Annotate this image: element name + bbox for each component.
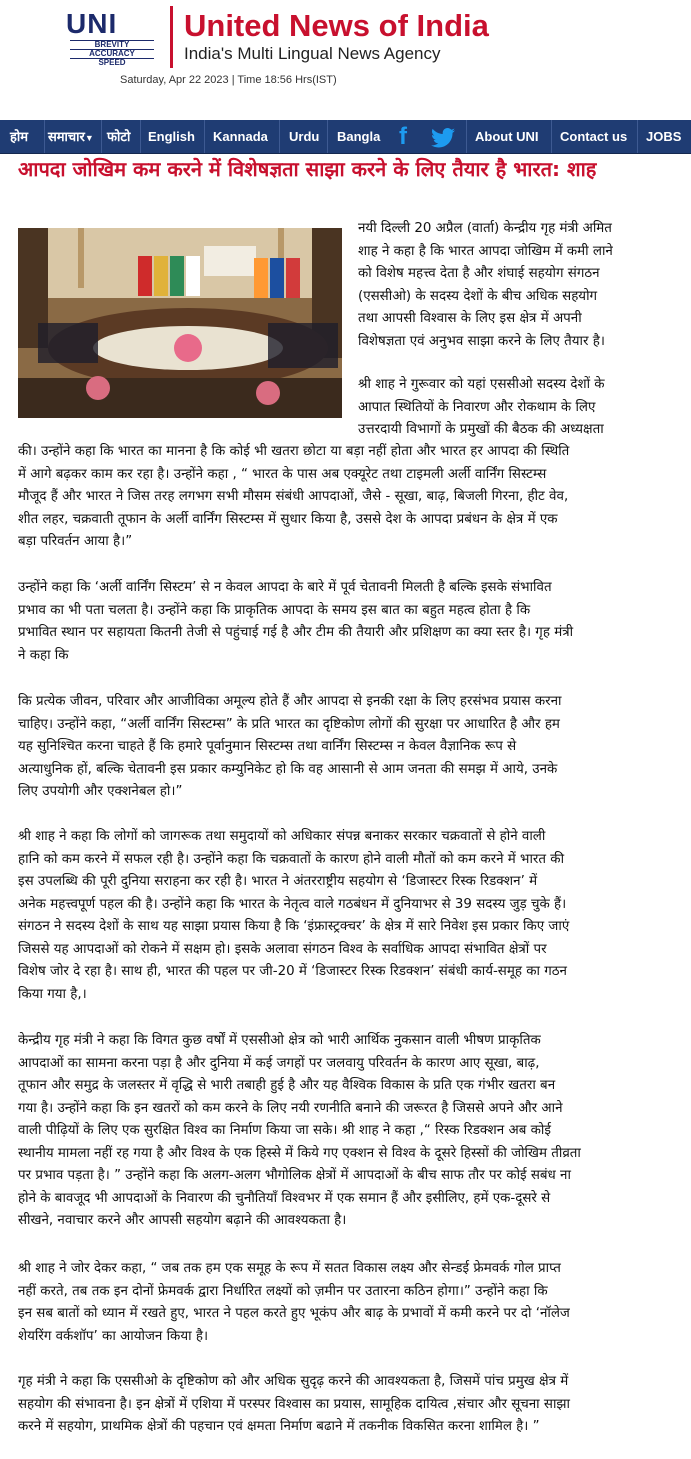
text-line: तथा आपसी विश्वास के लिए इस क्षेत्र में अपनी xyxy=(358,311,582,326)
paragraph-4 xyxy=(18,691,680,804)
nav-divider xyxy=(279,120,280,153)
site-name: United News of India xyxy=(184,8,489,43)
nav-about-uni[interactable]: About UNI xyxy=(475,129,539,144)
nav-divider xyxy=(204,120,205,153)
paragraph-6 xyxy=(18,1030,680,1233)
nav-photo[interactable]: फोटो xyxy=(107,129,131,144)
nav-bangla[interactable]: Bangla xyxy=(337,129,381,144)
text-line: शेयरिंग वर्कशॉप’ का आयोजन किया है। xyxy=(18,1328,209,1344)
text-line: प्रभाव का भी पता चलता है। उन्होंने कहा कि प्राकृतिक आपदा के समय इस बात का बहुत महत्व होता है कि xyxy=(18,602,531,618)
chevron-down-icon: ▼ xyxy=(84,133,94,143)
text-line: सहयोग की संभावना है। इन क्षेत्रों में एशिया में परस्पर विश्वास का प्रयास, सामूहिक दायित्व ,संचार और सूचना साझा xyxy=(18,1396,571,1412)
tagline-speed: SPEED xyxy=(70,58,154,67)
paragraph-intro xyxy=(358,218,676,353)
article-headline: आपदा जोखिम कम करने में विशेषज्ञता साझा करने के लिए तैयार है भारत: शाह xyxy=(18,157,597,181)
nav-contact-us[interactable]: Contact us xyxy=(560,129,628,144)
text-line: हानि को कम करने में सफल रही है। उन्होंने कहा कि चक्रवातों के कारण होने वाली मौतों को कम करने में भारत की xyxy=(18,851,565,867)
text-line: मौजूद हैं और भारत ने जिस तरह लगभग सभी मौसम संबंधी आपदाओं, जैसे - सूखा, बाढ़, बिजली गिरना, हीट वेव, xyxy=(18,489,569,504)
text-line: वाली पीढ़ियों के लिए एक सुरक्षित विश्व का निर्माण किया जा सके। श्री शाह ने कहा ,“ रिस्क रिडक्शन अब कोई xyxy=(18,1123,551,1138)
facebook-icon[interactable]: f xyxy=(399,123,407,150)
tagline-accuracy: ACCURACY xyxy=(70,49,154,58)
text-line: केन्द्रीय गृह मंत्री ने कहा कि विगत कुछ वर्षों में एससीओ क्षेत्र को भारी आर्थिक नुकसान वाली भीषण प्राकृतिक xyxy=(18,1033,541,1048)
text-line: आपदाओं का सामना करना पड़ा है और दुनिया में कई जगहों पर जलवायु परिवर्तन के कारण आए सूखा, बाढ़, xyxy=(18,1055,540,1071)
text-line: तूफान और समुद्र के जलस्तर में वृद्धि से भारी तबाही हुई है और यह वैश्विक विकास के प्रति एक गंभीर खतरा बन xyxy=(18,1078,556,1093)
paragraph-3 xyxy=(18,577,680,667)
text-line: होने के बावजूद भी आपदाओं के निवारण की चुनौतियाँ विश्वभर में एक समान हैं और इसीलिए, हमें एक-दूसरे से xyxy=(18,1190,551,1206)
tagline-brevity: BREVITY xyxy=(70,40,154,49)
text-line: नयी दिल्ली 20 अप्रैल (वार्ता) केन्द्रीय गृह मंत्री अमित xyxy=(358,221,612,236)
text-line: जिससे यह आपदाओं को रोकने में सक्षम हो। इसके अलावा संगठन विश्व के सर्वाधिक आपदा संभावित क्षेत्रों पर xyxy=(18,941,547,957)
uni-abbr: UNI xyxy=(66,8,118,39)
nav-divider xyxy=(140,120,141,153)
nav-divider xyxy=(327,120,328,153)
dateline: Saturday, Apr 22 2023 | Time 18:56 Hrs(IST) xyxy=(120,74,337,86)
paragraph-2-wrapped xyxy=(358,374,676,442)
text-line: करने में सहयोग, प्राथमिक क्षेत्रों की पहचान एवं क्षमता निर्माण बढाने में तकनीक विकसित करना शामिल है। ” xyxy=(18,1419,540,1434)
text-line: ने कहा कि xyxy=(18,647,69,663)
paragraph-2-full xyxy=(18,441,680,554)
text-line: श्री शाह ने गुरूवार को यहां एससीओ सदस्य देशों के xyxy=(358,377,605,392)
text-line: सीखने, नवाचार करने और आपसी सहयोग बढ़ाने की आवश्यकता है। xyxy=(18,1213,347,1228)
paragraph-5 xyxy=(18,826,680,1006)
text-line: इन सब बातों को ध्यान में रखते हुए, भारत ने पहल करते हुए भूकंप और बाढ़ के प्रभावों में कमी करने पर दो ‘नॉलेज xyxy=(18,1306,570,1321)
text-line: किया गया है,। xyxy=(18,986,87,1002)
text-line: श्री शाह ने कहा कि लोगों को जागरूक तथा समुदायों को अधिकार संपन्न बनाकर सरकार चक्रवातों से होने वाली xyxy=(18,829,546,844)
nav-divider xyxy=(466,120,467,153)
nav-news[interactable] xyxy=(48,120,94,153)
paragraph-7 xyxy=(18,1258,680,1348)
twitter-icon[interactable] xyxy=(429,128,457,148)
text-line: विशेष जोर दे रहा है। साथ ही, भारत की पहल पर जी-20 में ‘डिजास्टर रिस्क रिडक्शन’ संबंधी कार्य-समूह का गठन xyxy=(18,964,567,979)
text-line: स्थानीय मामला नहीं रह गया है और विश्व के एक हिस्से में किये गए एक्शन से विश्व के दूसरे हिस्सों की जोखिम तीव्रता xyxy=(18,1145,581,1161)
nav-kannada[interactable]: Kannada xyxy=(213,129,268,144)
text-line: संगठन ने सदस्य देशों के साथ यह साझा प्रयास किया है कि ‘इंफ्रास्ट्रक्चर’ के क्षेत्र में सारे निवेश इस प्रकार किए जाएं xyxy=(18,919,570,934)
conference-photo-illustration xyxy=(18,228,342,418)
text-line: (एससीओ) के सदस्य देशों के बीच अधिक सहयोग xyxy=(358,288,598,304)
text-line: आपात स्थितियों के निवारण और रोकथाम के लिए xyxy=(358,399,596,415)
text-line: बड़ा परिवर्तन आया है।” xyxy=(18,534,133,549)
nav-home[interactable]: होम xyxy=(10,129,29,144)
text-line: की। उन्होंने कहा कि भारत का मानना है कि कोई भी खतरा छोटा या बड़ा नहीं होता और भारत हर आपदा की स्थिति xyxy=(18,444,570,459)
site-subtitle: India's Multi Lingual News Agency xyxy=(184,44,441,63)
nav-urdu[interactable]: Urdu xyxy=(289,129,320,144)
article-photo xyxy=(18,228,342,418)
uni-logo-mark xyxy=(60,6,173,68)
site-logo[interactable] xyxy=(60,6,504,68)
site-header xyxy=(0,0,691,120)
text-line: उत्तरदायी विभागों के प्रमुखों की बैठक की अध्यक्षता xyxy=(358,422,604,437)
nav-divider xyxy=(101,120,102,153)
nav-divider xyxy=(637,120,638,153)
text-line: शाह ने कहा है कि भारत आपदा जोखिम में कमी लाने xyxy=(358,243,613,259)
text-line: गया है। उन्होंने कहा कि इन खतरों को कम करने के लिए नयी रणनीति बनाने की जरूरत है जिससे अपने और आने xyxy=(18,1100,563,1116)
text-line: में आगे बढ़कर काम कर रहा है। उन्होंने कहा , “ भारत के पास अब एक्यूरेट तथा टाइमली अर्ली वार्निंग सिस्टम्स xyxy=(18,466,547,482)
text-line: इस उपलब्धि की पूरी दुनिया सराहना कर रही है। भारत ने अंतरराष्ट्रीय सहयोग से ‘डिजास्टर रिस्क रिडक्शन’ में xyxy=(18,874,538,889)
nav-english[interactable]: English xyxy=(148,129,195,144)
nav-divider xyxy=(44,120,45,153)
text-line: को विशेष महत्त्व देता है और शंघाई सहयोग संगठन xyxy=(358,266,600,281)
text-line: चाहिए। उन्होंने कहा, “अर्ली वार्निंग सिस्टम्स” के प्रति भारत का दृष्टिकोण लोगों की सुरक्षा पर आधारित है और हम xyxy=(18,716,560,732)
paragraph-8 xyxy=(18,1371,680,1439)
nav-news-label: समाचार xyxy=(48,129,85,144)
text-line: उन्होंने कहा कि ‘अर्ली वार्निंग सिस्टम’ से न केवल आपदा के बारे में पूर्व चेतावनी मिलती है बल्कि इसके संभावित xyxy=(18,580,552,595)
main-nav xyxy=(0,120,691,154)
text-line: विशेषज्ञता एवं अनुभव साझा करने के लिए तैयार है। xyxy=(358,333,605,349)
nav-jobs[interactable]: JOBS xyxy=(646,129,682,144)
text-line: प्रभावित स्थान पर सहायता कितनी तेजी से पहुंचाई गई है और टीम की तैयारी और प्रशिक्षण का क्या स्तर है। गृह मंत्री xyxy=(18,625,574,640)
text-line: यह सुनिश्चित करना चाहते हैं कि हमारे पूर्वानुमान सिस्टम्स तथा वार्निंग सिस्टम्स न केवल वैज्ञानिक रूप से xyxy=(18,739,517,754)
text-line: शीत लहर, चक्रवाती तूफान के अर्ली वार्निंग सिस्टम्स में सुधार किया है, उससे देश के आपदा प्रबंधन के क्षेत्र में एक xyxy=(18,511,558,527)
text-line: श्री शाह ने जोर देकर कहा, “ जब तक हम एक समूह के रूप में सतत विकास लक्ष्य और सेन्डई फ्रेमवर्क गोल प्राप्त xyxy=(18,1261,561,1276)
text-line: कि प्रत्येक जीवन, परिवार और आजीविका अमूल्य होते हैं और आपदा से इनकी रक्षा के लिए हरसंभव प्रयास करना xyxy=(18,694,562,709)
uni-tagline xyxy=(70,40,154,67)
text-line: नहीं करते, तब तक इन दोनों फ्रेमवर्क द्वारा निर्धारित लक्ष्यों को ज़मीन पर उतारना कठिन होगा।” उन्होंने कहा कि xyxy=(18,1283,548,1299)
text-line: अत्याधुनिक हों, बल्कि चेतावनी इस प्रकार कम्युनिकेट हो कि वह आसानी से आम जनता की समझ में आये, उनके xyxy=(18,761,558,777)
text-line: लिए उपयोगी और एक्शनेबल हो।” xyxy=(18,784,183,799)
text-line: अनेक महत्त्वपूर्ण पहल की है। उन्होंने कहा कि भारत के नेतृत्व वाले गठबंधन में दुनियाभर से 39 सदस्य जुड़ चुके हैं। xyxy=(18,896,567,912)
article xyxy=(18,156,678,1434)
nav-divider xyxy=(551,120,552,153)
text-line: गृह मंत्री ने कहा कि एससीओ के दृष्टिकोण को और अधिक सुदृढ़ करने की आवश्यकता है, जिसमें पांच प्रमुख क्षेत्र में xyxy=(18,1374,569,1389)
text-line: पर प्रभाव पड़ता है। ” उन्होंने कहा कि अलग-अलग भौगोलिक क्षेत्रों में आपदाओं के बीच साफ तौर पर कोई सबंध ना xyxy=(18,1168,571,1183)
